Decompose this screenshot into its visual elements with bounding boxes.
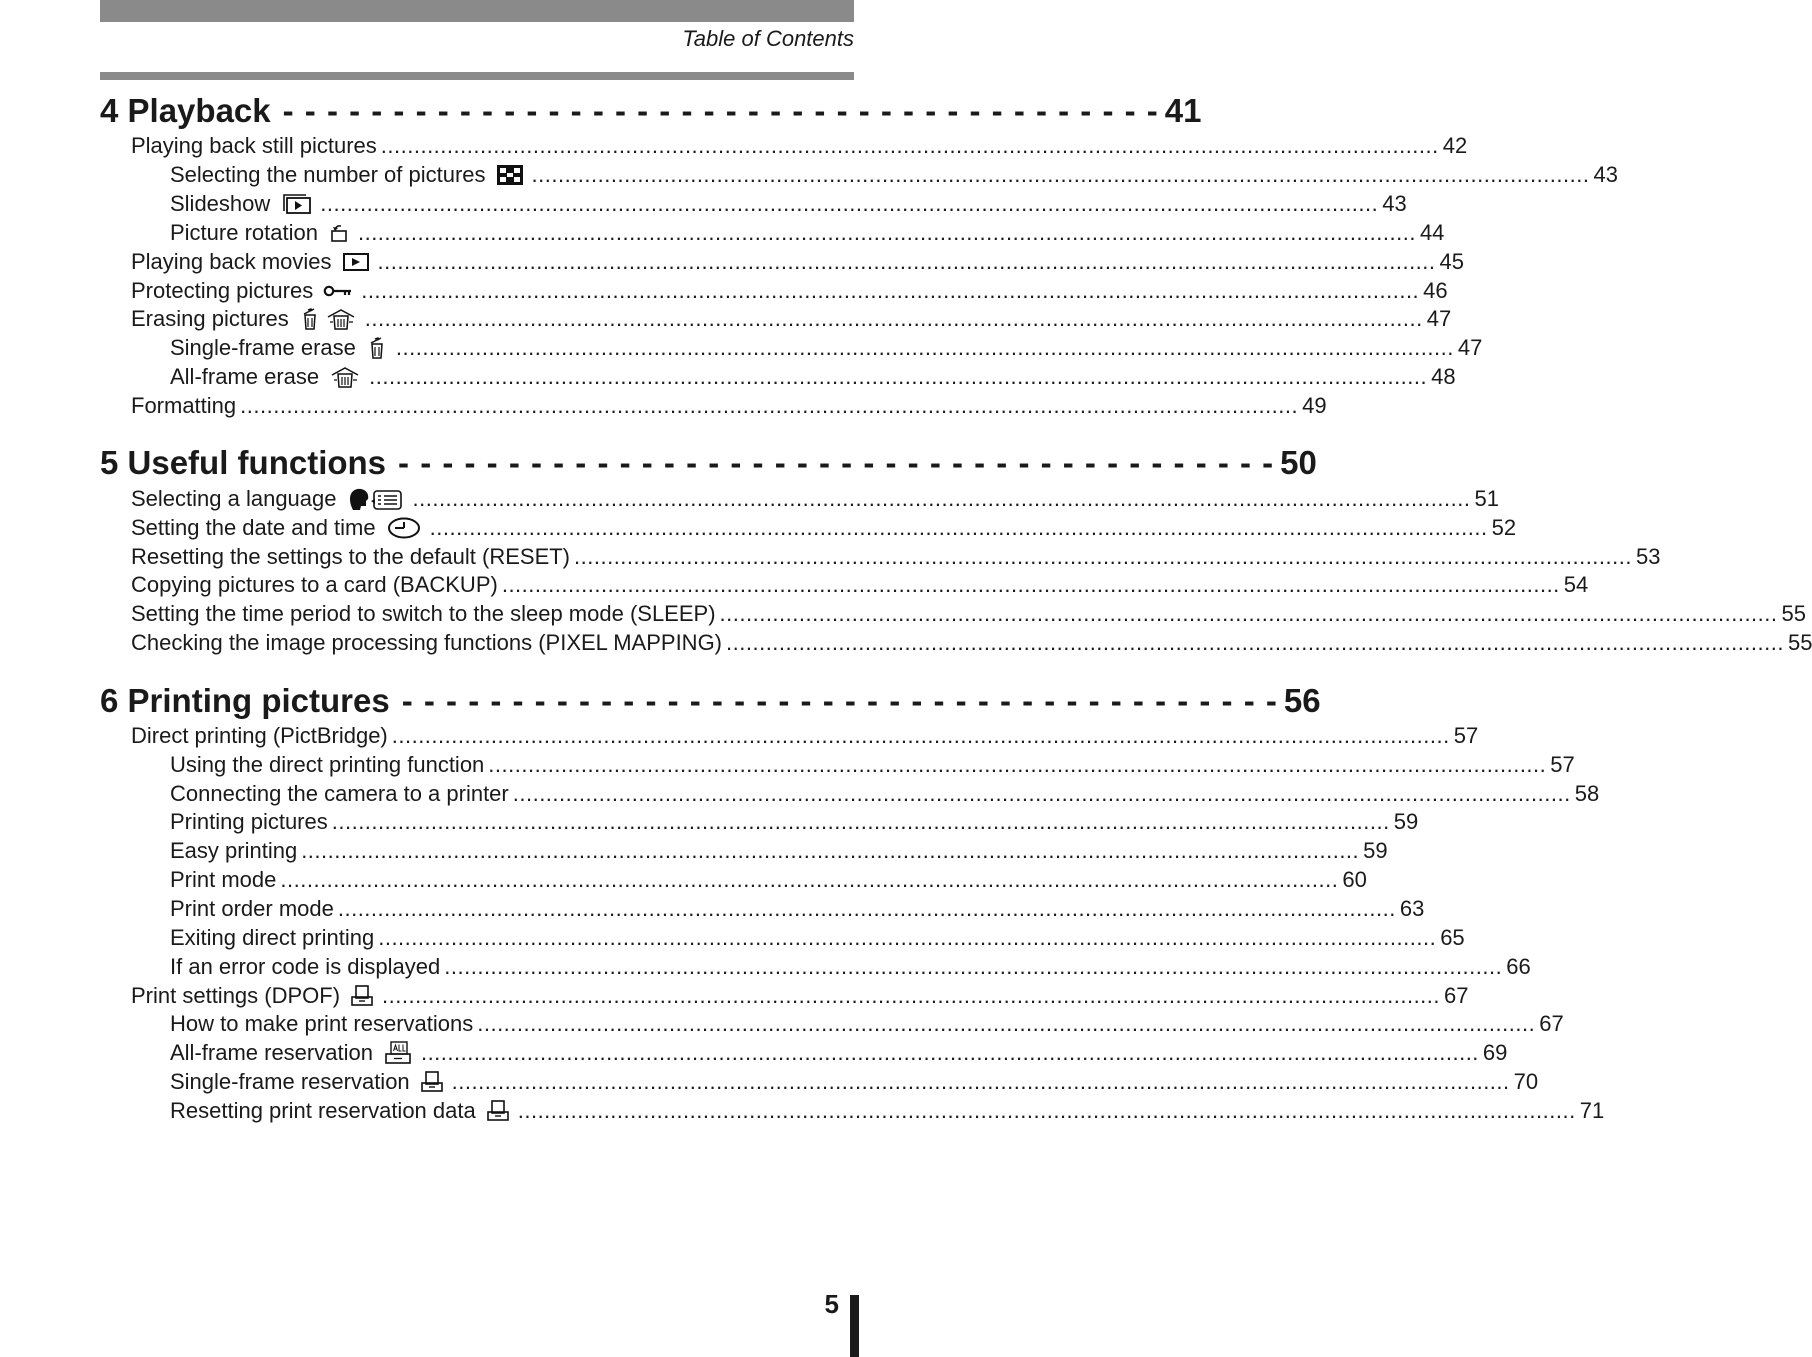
toc-entry[interactable]: [100, 1010, 1564, 1039]
section-title: 6 Printing pictures: [100, 681, 390, 719]
entry-page-number: 55: [1781, 601, 1806, 627]
dot-leader: ................................................................................................................................................................: [429, 514, 1488, 540]
toc-entry[interactable]: [100, 1039, 1508, 1068]
entry-title: Checking the image processing functions (PIXEL MAPPING): [131, 630, 723, 656]
entry-title: Slideshow: [170, 191, 271, 217]
entry-title: Formatting: [131, 393, 237, 419]
toc-section-6-printing-pictures: [100, 680, 1605, 1126]
toc-entry[interactable]: [100, 722, 1479, 751]
toc-entry[interactable]: [100, 363, 1456, 392]
toc-entry[interactable]: [100, 981, 1469, 1010]
toc-entry[interactable]: [100, 600, 1806, 629]
single-erase-icon: [299, 307, 325, 331]
entry-title: Print order mode: [170, 895, 334, 921]
entry-page-number: 70: [1513, 1069, 1539, 1095]
toc-section-4-playback: [100, 90, 1618, 420]
entry-title: Exiting direct printing: [170, 924, 375, 950]
toc-entry[interactable]: [100, 866, 1367, 895]
toc-entry[interactable]: [100, 750, 1575, 779]
header-bar: [100, 0, 854, 22]
print-order-icon: [486, 1099, 514, 1123]
dot-leader: ................................................................................................................................................................: [501, 572, 1560, 598]
entry-icons: [323, 283, 357, 299]
entry-title: Single-frame reservation: [170, 1069, 410, 1095]
toc-entry[interactable]: [100, 542, 1661, 571]
entry-title: Setting the time period to switch to the sleep mode (SLEEP): [131, 601, 716, 627]
section-page-number: 56: [1283, 681, 1321, 719]
dot-leader: ................................................................................................................................................................: [369, 364, 1428, 390]
dot-leader: ................................................................................................................................................................: [420, 1040, 1479, 1066]
print-order-icon: [420, 1070, 448, 1094]
dash-leader: - - - - - - - - - - - - - - - - - - - - - - - - - - - - - - - - - - - - - - - -: [401, 681, 1278, 719]
entry-page-number: 59: [1393, 809, 1419, 835]
toc-entry[interactable]: [100, 779, 1600, 808]
protect-key-icon: [323, 283, 357, 299]
rotation-icon: [328, 222, 354, 244]
entry-page-number: 53: [1635, 543, 1661, 569]
entry-title: Easy printing: [170, 838, 298, 864]
section-heading[interactable]: [100, 680, 1321, 722]
entry-page-number: 58: [1574, 780, 1600, 806]
toc-entry[interactable]: [100, 895, 1425, 924]
dot-leader: ................................................................................................................................................................: [378, 924, 1437, 950]
entry-icons: [386, 516, 426, 540]
entry-page-number: 48: [1431, 364, 1456, 390]
toc-entry[interactable]: [100, 629, 1812, 658]
entry-title: Protecting pictures: [131, 277, 314, 303]
entry-page-number: 66: [1506, 953, 1531, 979]
table-of-contents: [100, 90, 1812, 1125]
toc-entry[interactable]: [100, 334, 1483, 363]
entry-icons: [328, 222, 354, 244]
dot-leader: ................................................................................................................................................................: [391, 722, 1450, 748]
all-erase-icon: [329, 365, 365, 389]
entry-page-number: 63: [1399, 895, 1425, 921]
toc-entry[interactable]: [100, 484, 1499, 513]
toc-entry[interactable]: [100, 219, 1445, 248]
dot-leader: ................................................................................................................................................................: [719, 601, 1778, 627]
entry-title: How to make print reservations: [170, 1011, 474, 1037]
entry-title: Erasing pictures: [131, 306, 289, 332]
dot-leader: ................................................................................................................................................................: [412, 485, 1471, 511]
entry-title: Resetting the settings to the default (RESET): [131, 543, 571, 569]
dot-leader: ................................................................................................................................................................: [531, 162, 1590, 188]
entry-title: All-frame reservation: [170, 1040, 373, 1066]
entry-page-number: 57: [1550, 751, 1575, 777]
entry-title: Selecting a language: [131, 485, 337, 511]
entry-page-number: 65: [1440, 924, 1465, 950]
entry-page-number: 52: [1491, 514, 1517, 540]
entry-page-number: 69: [1482, 1040, 1508, 1066]
entry-title: All-frame erase: [170, 364, 320, 390]
entry-icons: [350, 984, 378, 1008]
entry-page-number: 47: [1457, 335, 1483, 361]
dash-leader: - - - - - - - - - - - - - - - - - - - - - - - - - - - - - - - - - - - - - - - -: [398, 444, 1275, 482]
language-icon: [347, 487, 409, 511]
toc-entry[interactable]: [100, 305, 1452, 334]
entry-icons: [366, 336, 392, 360]
toc-entry[interactable]: [100, 161, 1618, 190]
entry-title: Print mode: [170, 867, 277, 893]
entry-page-number: 44: [1419, 219, 1445, 245]
entry-page-number: 67: [1444, 982, 1469, 1008]
entry-icons: [496, 164, 528, 186]
entry-page-number: 54: [1563, 572, 1589, 598]
toc-entry[interactable]: [100, 247, 1464, 276]
entry-icons: [342, 251, 374, 273]
toc-entry[interactable]: [100, 1096, 1605, 1125]
entry-icons: [299, 307, 361, 331]
toc-entry[interactable]: [100, 837, 1388, 866]
dash-leader: - - - - - - - - - - - - - - - - - - - - - - - - - - - - - - - - - - - - - - - -: [282, 92, 1159, 129]
section-title: 5 Useful functions: [100, 444, 387, 482]
entry-title: If an error code is displayed: [170, 953, 441, 979]
entry-title: Printing pictures: [170, 809, 328, 835]
dot-leader: ................................................................................................................................................................: [377, 248, 1436, 274]
toc-entry[interactable]: [100, 952, 1531, 981]
all-print-icon: [383, 1040, 417, 1066]
entry-page-number: 60: [1342, 867, 1367, 893]
entry-page-number: 42: [1442, 133, 1468, 159]
entry-page-number: 67: [1539, 1011, 1564, 1037]
entry-icons: [280, 193, 316, 215]
toc-entry[interactable]: [100, 276, 1448, 305]
entry-title: Resetting print reservation data: [170, 1097, 476, 1123]
dot-leader: ................................................................................................................................................................: [361, 277, 1420, 303]
print-order-icon: [350, 984, 378, 1008]
dot-leader: ................................................................................................................................................................: [364, 306, 1423, 332]
toc-entry[interactable]: [100, 808, 1419, 837]
entry-title: Single-frame erase: [170, 335, 356, 361]
toc-entry[interactable]: [100, 513, 1517, 542]
page-number: 5: [824, 1289, 839, 1319]
movie-play-icon: [342, 251, 374, 273]
running-title: Table of Contents: [682, 26, 854, 51]
dot-leader: ................................................................................................................................................................: [337, 895, 1396, 921]
section-heading[interactable]: [100, 442, 1317, 484]
toc-entry[interactable]: [100, 923, 1465, 952]
dot-leader: ................................................................................................................................................................: [726, 630, 1784, 656]
dot-leader: ................................................................................................................................................................: [301, 838, 1360, 864]
toc-entry[interactable]: [100, 190, 1407, 219]
entry-title: Print settings (DPOF): [131, 982, 341, 1008]
dot-leader: ................................................................................................................................................................: [240, 393, 1299, 419]
dot-leader: ................................................................................................................................................................: [331, 809, 1390, 835]
entry-page-number: 46: [1423, 277, 1448, 303]
slideshow-icon: [280, 193, 316, 215]
entry-page-number: 59: [1363, 838, 1388, 864]
dot-leader: ................................................................................................................................................................: [357, 219, 1416, 245]
section-title: 4 Playback: [100, 92, 271, 129]
entry-page-number: 71: [1579, 1097, 1605, 1123]
entry-icons: [347, 487, 409, 511]
toc-entry[interactable]: [100, 392, 1327, 421]
entry-page-number: 55: [1787, 630, 1812, 656]
entry-icons: [383, 1040, 417, 1066]
dot-leader: ................................................................................................................................................................: [280, 867, 1339, 893]
section-page-number: 41: [1164, 92, 1202, 129]
entry-title: Picture rotation: [170, 219, 318, 245]
entry-page-number: 57: [1453, 722, 1479, 748]
toc-entry[interactable]: [100, 132, 1468, 161]
entry-page-number: 47: [1426, 306, 1452, 332]
dot-leader: ................................................................................................................................................................: [574, 543, 1632, 569]
header-rule: [100, 72, 854, 80]
entry-title: Selecting the number of pictures: [170, 162, 486, 188]
entry-page-number: 43: [1593, 162, 1618, 188]
dot-leader: ................................................................................................................................................................: [451, 1069, 1510, 1095]
entry-title: Copying pictures to a card (BACKUP): [131, 572, 498, 598]
clock-icon: [386, 516, 426, 540]
section-heading[interactable]: [100, 90, 1202, 132]
entry-title: Direct printing (PictBridge): [131, 722, 388, 748]
entry-page-number: 43: [1382, 191, 1407, 217]
section-page-number: 50: [1280, 444, 1317, 482]
entry-title: Setting the date and time: [131, 514, 376, 540]
single-erase-icon: [366, 336, 392, 360]
toc-entry[interactable]: [100, 1068, 1539, 1097]
entry-title: Playing back still pictures: [131, 133, 377, 159]
dot-leader: ................................................................................................................................................................: [517, 1097, 1576, 1123]
entry-icons: [420, 1070, 448, 1094]
index-display-icon: [496, 164, 528, 186]
dot-leader: ................................................................................................................................................................: [512, 780, 1571, 806]
dot-leader: ................................................................................................................................................................: [477, 1011, 1536, 1037]
entry-title: Connecting the camera to a printer: [170, 780, 509, 806]
dot-leader: ................................................................................................................................................................: [380, 133, 1439, 159]
page-edge-bar: [850, 1295, 859, 1357]
entry-title: Playing back movies: [131, 248, 332, 274]
entry-page-number: 49: [1302, 393, 1327, 419]
entry-icons: [486, 1099, 514, 1123]
entry-icons: [329, 365, 365, 389]
toc-section-5-useful-functions: [100, 442, 1812, 657]
toc-entry[interactable]: [100, 571, 1589, 600]
entry-title: Using the direct printing function: [170, 751, 485, 777]
entry-page-number: 51: [1474, 485, 1499, 511]
all-erase-icon: [325, 307, 361, 331]
dot-leader: ................................................................................................................................................................: [382, 982, 1441, 1008]
dot-leader: ................................................................................................................................................................: [320, 191, 1379, 217]
entry-page-number: 45: [1439, 248, 1464, 274]
dot-leader: ................................................................................................................................................................: [395, 335, 1454, 361]
dot-leader: ................................................................................................................................................................: [488, 751, 1547, 777]
dot-leader: ................................................................................................................................................................: [444, 953, 1503, 979]
